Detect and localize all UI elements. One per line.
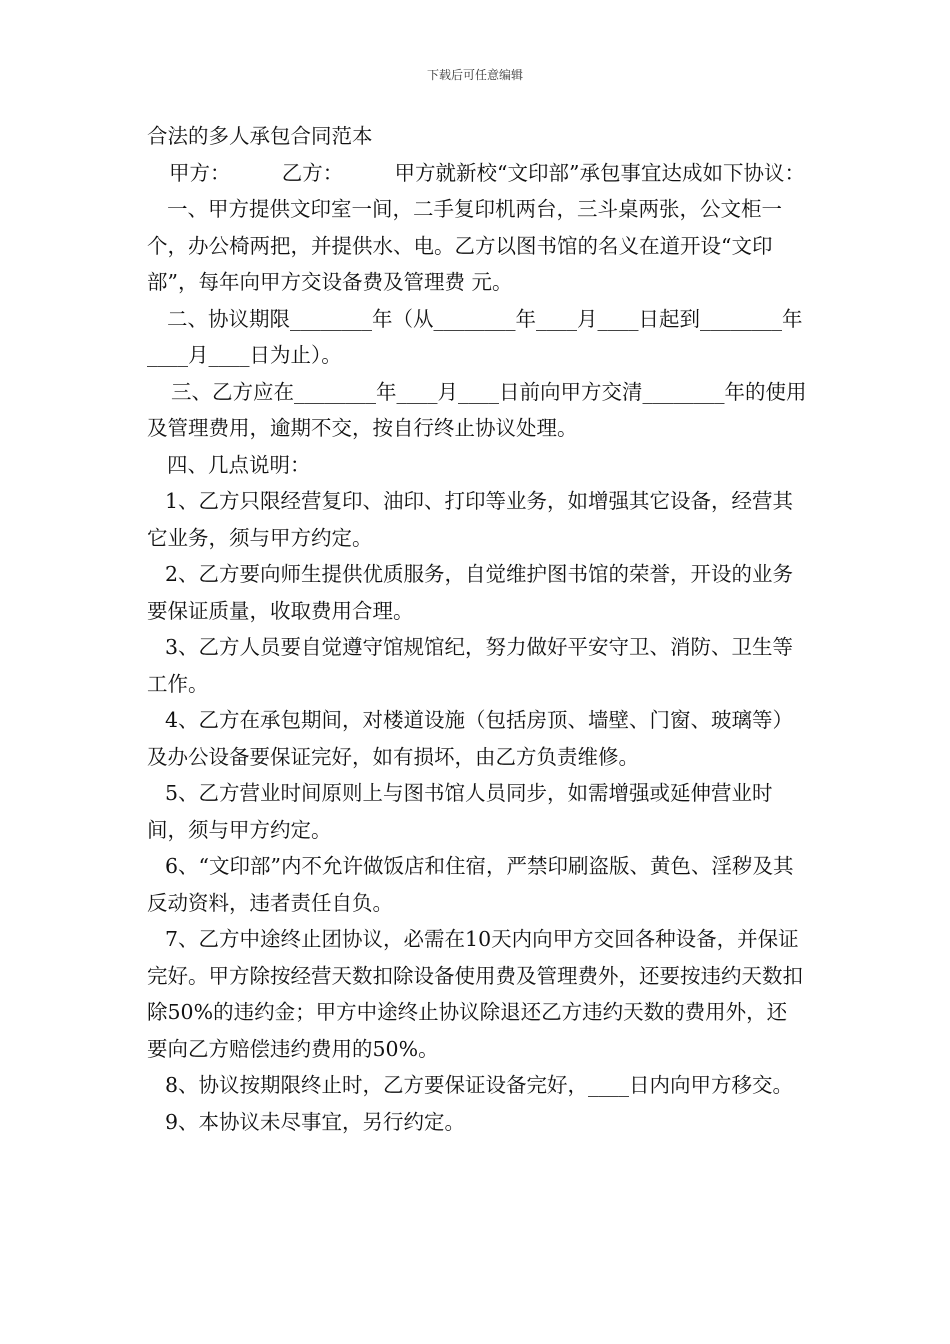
list-item-1: 1、乙方只限经营复印、油印、打印等业务，如增强其它设备，经营其它业务，须与甲方约定。	[147, 489, 794, 550]
list-item-5: 5、乙方营业时间原则上与图书馆人员同步，如需增强或延伸营业时间，须与甲方约定。	[147, 781, 773, 842]
clause-2: 二、协议期限________年（从________年____月____日起到________年____月____日为止）。	[147, 306, 803, 367]
list-item-7: 7、乙方中途终止团协议，必需在10天内向甲方交回各种设备，并保证完好。甲方除按经营天数扣除设备使用费及管理费外，还要按违约天数扣除50%的违约金；甲方中途终止协议除退还乙方违约天数的费用外，还要向乙方赔偿违约费用的50%。	[147, 927, 803, 1061]
page-header-note: 下载后可任意编辑	[426, 68, 523, 82]
clause-3: 三、乙方应在________年____月____日前向甲方交清________年的使用及管理费用，逾期不交，按自行终止协议处理。	[147, 379, 807, 440]
list-item-9: 9、本协议未尽事宜，另行约定。	[165, 1109, 466, 1134]
list-item-4: 4、乙方在承包期间，对楼道设施（包括房顶、墙壁、门窗、玻璃等）及办公设备要保证完好，如有损坏，由乙方负责维修。	[147, 708, 794, 769]
list-item-3: 3、乙方人员要自觉遵守馆规馆纪，努力做好平安守卫、消防、卫生等工作。	[147, 635, 794, 696]
clause-4-heading: 四、几点说明：	[167, 452, 311, 477]
list-item-8: 8、协议按期限终止时，乙方要保证设备完好，____日内向甲方移交。	[165, 1073, 794, 1097]
document-title: 合法的多人承包合同范本	[147, 124, 373, 148]
list-item-2: 2、乙方要向师生提供优质服务，自觉维护图书馆的荣誉，开设的业务要保证质量，收取费用合理。	[147, 562, 794, 623]
contract-body	[147, 118, 807, 1140]
clause-1: 一、甲方提供文印室一间，二手复印机两台，三斗桌两张，公文柜一个，办公椅两把，并提供水、电。乙方以图书馆的名义在道开设“文印部”，每年向甲方交设备费及管理费 元。	[147, 197, 782, 294]
parties-paragraph: 甲方： 乙方： 甲方就新校“文印部”承包事宜达成如下协议：	[169, 160, 805, 185]
list-item-6: 6、“文印部”内不允许做饭店和住宿，严禁印刷盗版、黄色、淫秽及其反动资料，违者责任自负。	[147, 854, 794, 915]
